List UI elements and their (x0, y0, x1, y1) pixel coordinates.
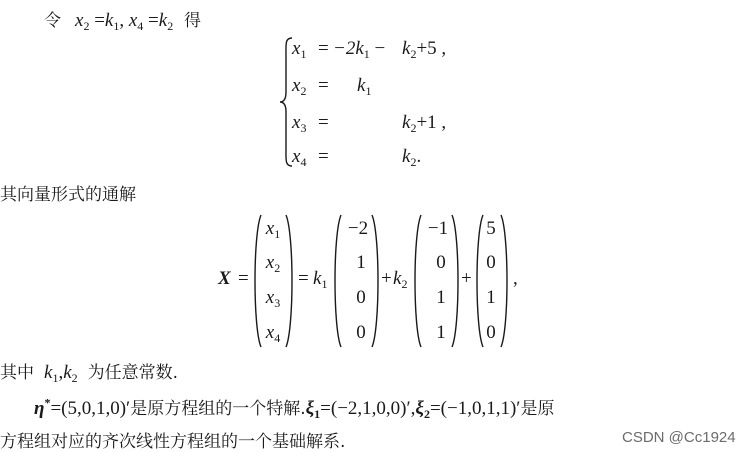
vector-b-right-paren (451, 214, 461, 348)
arbitrary-constants-line: 其中 $k_1,k_2$ 为任意常数. (0, 362, 179, 385)
vector-c-entry-2: 0 (486, 252, 496, 273)
var-k1: k (104, 10, 114, 31)
remark-line-1: η*=(5,0,1,0)′是原方程组的一个特解$.\xi_1=(-2,1,0,0)',\xi_2=(-1,0,1,1)'$是原 (34, 395, 555, 421)
var-k2: k (158, 10, 168, 31)
xi1-symbol: ξ (305, 398, 315, 419)
vector-b-entry-1: −1 (427, 218, 449, 239)
vector-x-entry-4: $x_4$ (265, 322, 281, 345)
var-x2: x (75, 10, 84, 31)
vector-c-entry-4: 0 (486, 322, 496, 343)
system-row-4: $x_4$ (292, 146, 307, 169)
csdn-watermark: CSDN @Cc1924 (622, 429, 736, 446)
system-row-3: $x_3$ (292, 112, 307, 135)
vector-c-right-paren (500, 214, 510, 348)
vector-x-entry-2: $x_2$ (265, 252, 281, 275)
system-row-1: $x_1$ (292, 38, 307, 61)
vector-a-right-paren (371, 214, 381, 348)
vector-a-entry-4: 0 (356, 322, 366, 343)
substitution-suffix: 得 (183, 11, 201, 31)
vector-b-entry-4: 1 (436, 322, 446, 343)
xi2-symbol: ξ (415, 398, 424, 419)
system-row-2: $x_2$ (292, 75, 307, 98)
remark-line-2: 方程组对应的齐次线性方程组的一个基础解系. (0, 432, 346, 452)
eta-symbol: η (34, 398, 45, 419)
coef-k1: k (313, 268, 322, 289)
vector-c-entry-1: 5 (486, 218, 496, 239)
vector-c-entry-3: 1 (486, 287, 496, 308)
vector-a-entry-1: −2 (347, 218, 369, 239)
vector-X: X (218, 268, 231, 289)
coef-k2: k (393, 268, 402, 289)
general-solution-heading: 其向量形式的通解 (0, 185, 136, 205)
vector-b-entry-2: 0 (436, 252, 446, 273)
vector-a-entry-2: 1 (356, 252, 366, 273)
vector-x-right-paren (285, 214, 295, 348)
line-substitution: 令 $x_2 =k_1$, $x_4 =k_2$ 得 (44, 10, 201, 33)
vector-x-entry-3: $x_3$ (265, 287, 281, 310)
vector-b-entry-3: 1 (436, 287, 446, 308)
vector-x-entry-1: $x_1$ (265, 218, 281, 241)
substitution-prefix: 令 (44, 11, 61, 31)
var-x4: x (128, 10, 138, 31)
vector-a-entry-3: 0 (356, 287, 366, 308)
